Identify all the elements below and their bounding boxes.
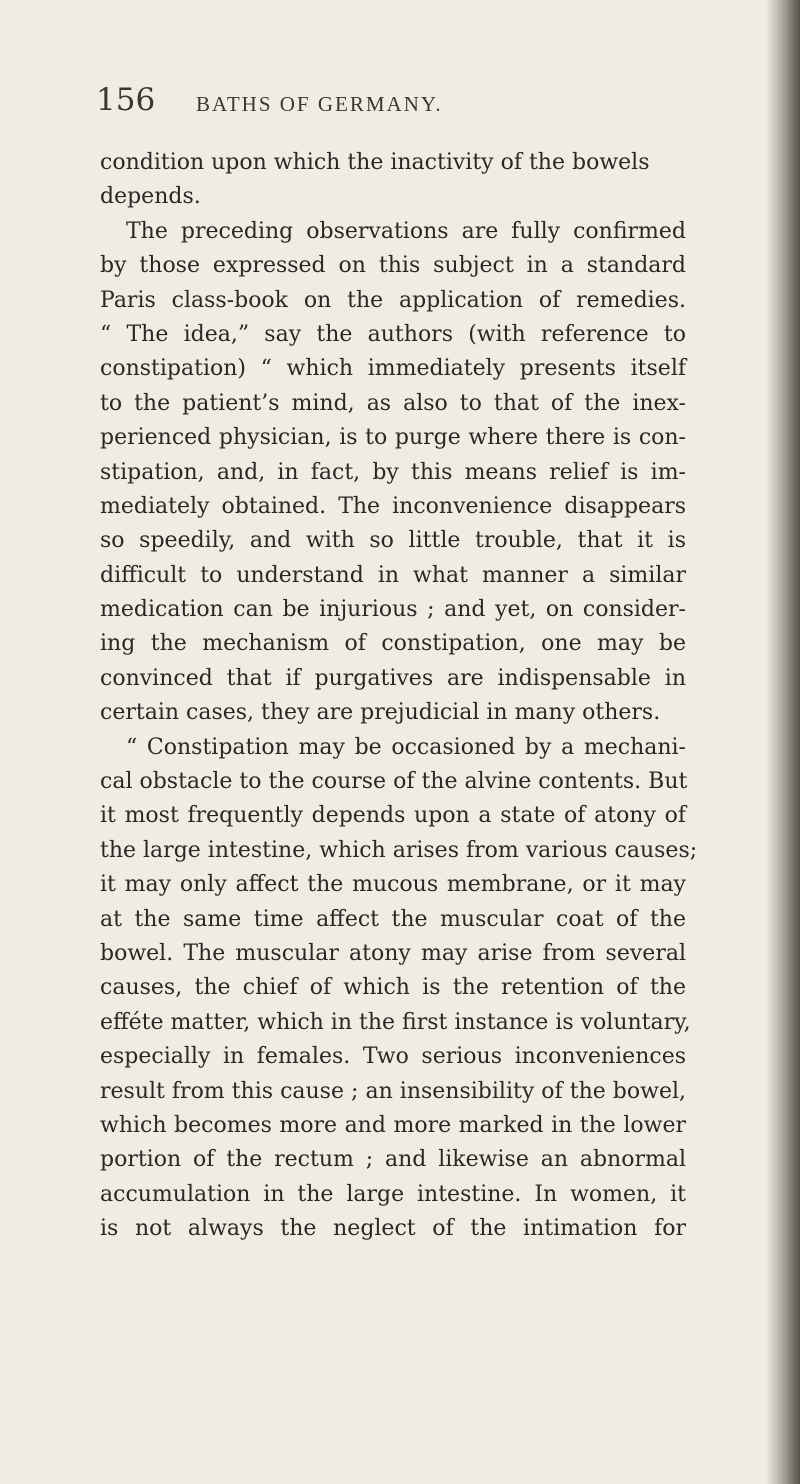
text-line: The preceding observations are fully confirmed <box>126 218 686 244</box>
text-line: condition upon which the inactivity of the bowels <box>100 150 650 175</box>
running-header <box>0 82 800 122</box>
text-line: Paris class-book on the application of remedies. <box>100 287 686 313</box>
text-line: medication can be injurious ; and yet, on consider- <box>100 597 686 623</box>
text-line: causes, the chief of which is the retention of the <box>100 975 686 1001</box>
text-line: which becomes more and more marked in the lower <box>100 1112 686 1138</box>
body-text <box>100 146 698 1247</box>
text-line: efféte matter, which in the first instance is voluntary, <box>100 1009 691 1035</box>
text-line: portion of the rectum ; and likewise an abnormal <box>100 1147 686 1173</box>
text-line: stipation, and, in fact, by this means relief is im- <box>100 459 686 485</box>
text-line: accumulation in the large intestine. In women, it <box>100 1181 686 1207</box>
text-line: the large intestine, which arises from various causes; <box>100 837 698 863</box>
text-line: difficult to understand in what manner a similar <box>100 562 686 588</box>
running-title: BATHS OF GERMANY. <box>196 92 443 116</box>
text-line: to the patient’s mind, as also to that of the inex- <box>100 390 686 416</box>
text-line: depends. <box>100 184 201 210</box>
text-line: constipation) “ which immediately presents itself <box>100 356 686 382</box>
text-line: especially in females. Two serious inconveniences <box>100 1044 686 1070</box>
text-line: ing the mechanism of constipation, one may be <box>100 631 686 657</box>
text-line: by those expressed on this subject in a standard <box>100 253 686 279</box>
text-line: cal obstacle to the course of the alvine contents. But <box>100 769 688 795</box>
page-edge-shadow <box>766 0 800 1484</box>
text-line: result from this cause ; an insensibility of the bowel, <box>100 1078 686 1104</box>
page-number: 156 <box>96 82 156 118</box>
text-line: certain cases, they are prejudicial in many others. <box>100 700 661 726</box>
text-line: at the same time affect the muscular coat of the <box>100 906 686 932</box>
text-line: it may only affect the mucous membrane, or it may <box>100 872 686 898</box>
text-line: perienced physician, is to purge where there is con- <box>100 425 686 451</box>
text-line: mediately obtained. The inconvenience disappears <box>100 493 686 519</box>
text-line: “ The idea,” say the authors (with reference to <box>100 321 686 347</box>
text-line: convinced that if purgatives are indispensable in <box>100 665 686 691</box>
text-line: bowel. The muscular atony may arise from several <box>100 940 686 966</box>
text-line: “ Constipation may be occasioned by a mechani- <box>126 734 686 760</box>
text-line: so speedily, and with so little trouble, that it is <box>100 528 686 554</box>
text-line: is not always the neglect of the intimation for <box>100 1216 686 1242</box>
text-line: it most frequently depends upon a state of atony of <box>100 803 686 829</box>
